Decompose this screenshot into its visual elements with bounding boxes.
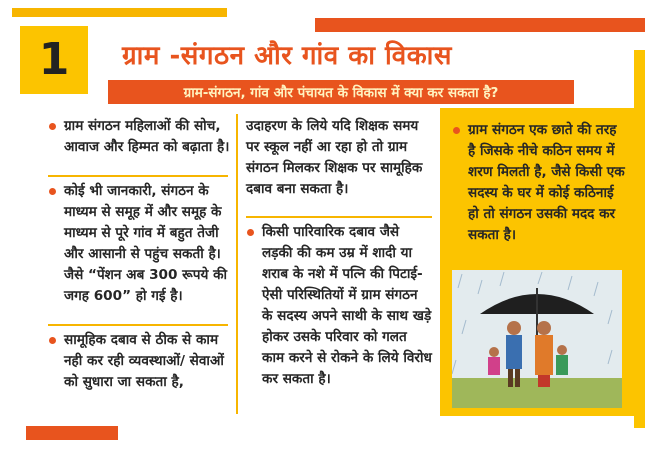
list-item-continued xyxy=(246,116,432,200)
page-title: ग्राम -संगठन और गांव का विकास xyxy=(122,41,452,71)
divider xyxy=(48,324,228,326)
section-number: 1 xyxy=(38,34,70,85)
column-right xyxy=(452,120,628,246)
bullet-icon xyxy=(247,229,254,236)
list-item-text: किसी पारिवारिक दबाव जैसे लड़की की कम उम्र में शादी या शराब के नशे में पत्नि की पिटाई-ऐसी परिस्थितियों में ग्राम संगठन के सदस्य अपने साथी के साथ खड़े होकर उसके परिवार को गलत काम करने से रोकने के लिये विरोध कर सकता है। xyxy=(262,224,432,387)
list-item-text: कोई भी जानकारी, संगठन के माध्यम से समूह में और समूह के माध्यम से पूरे गांव में बहुत तेजी और आसानी से पहुंच सकती है। जैसे “पेंशन अब 300 रूपये की जगह 600” हो गई है। xyxy=(64,183,228,304)
list-item-text: ग्राम संगठन एक छाते की तरह है जिसके नीचे कठिन समय में शरण मिलती है, जैसे किसी एक सदस्य के घर में कोई कठिनाई हो तो संगठन उसकी मदद कर सकता है। xyxy=(468,122,625,243)
bullet-icon xyxy=(49,188,56,195)
decorative-title-bar xyxy=(315,18,645,32)
list-item-text: सामूहिक दबाव से ठीक से काम नही कर रही व्यवस्थाओं/ सेवाओं को सुधारा जा सकता है, xyxy=(64,332,224,390)
column-left-item-2 xyxy=(48,181,230,307)
bullet-icon xyxy=(49,337,56,344)
bullet-icon xyxy=(453,127,460,134)
decorative-side-strip xyxy=(634,50,645,428)
divider xyxy=(48,175,228,177)
column-left-item-3 xyxy=(48,330,230,393)
decorative-bottom-bar xyxy=(26,426,118,440)
umbrella-family-in-rain-illustration xyxy=(452,270,622,408)
column-divider xyxy=(236,114,238,414)
divider xyxy=(246,216,432,218)
subtitle-banner xyxy=(108,80,574,104)
column-left xyxy=(48,116,230,158)
list-item xyxy=(48,116,230,158)
bullet-icon xyxy=(49,123,56,130)
section-number-badge xyxy=(20,26,88,94)
list-item xyxy=(48,181,230,307)
umbrella-family-icon xyxy=(452,270,622,408)
list-item-text: उदाहरण के लिये यदि शिक्षक समय पर स्कूल नहीं आ रहा हो तो ग्राम संगठन मिलकर शिक्षक पर सामूहिक दबाव बना सकता है। xyxy=(246,118,423,197)
column-middle xyxy=(246,116,432,200)
list-item xyxy=(452,120,628,246)
list-item xyxy=(48,330,230,393)
list-item xyxy=(246,222,432,390)
decorative-top-bar xyxy=(12,8,227,17)
column-middle-item-2 xyxy=(246,222,432,390)
list-item-text: ग्राम संगठन महिलाओं की सोच, आवाज और हिम्मत को बढ़ाता है। xyxy=(64,118,230,155)
page-subtitle: ग्राम-संगठन, गांव और पंचायत के विकास में क्या कर सकता है? xyxy=(183,85,499,101)
